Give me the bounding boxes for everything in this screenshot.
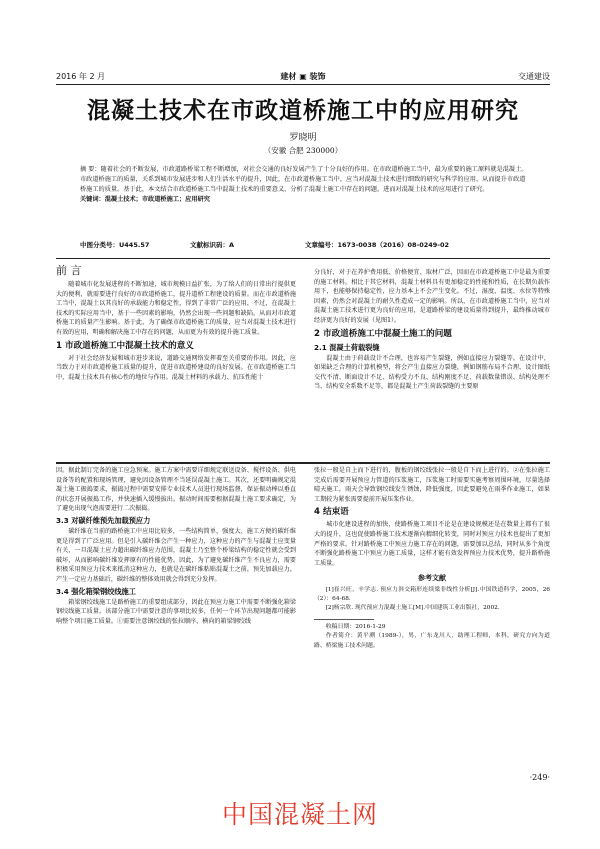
abstract-text: 摘 要：随着社会的不断发展，市政道路桥梁工程不断增加，对社会交通的良好发展产生了十分良好的作用。在市政道桥施工当中，最为重要的施工原料就是混凝土。市政道桥施工的质量，关系到城市发展进步和人们生活水平的提升，因此，在市政道桥施工当中，应当对混凝土技术进行细致的研究与科学的应用，从而提升市政道桥施工的质量。基于此，本文结合市政道桥施工当中混凝土技术的重要意义，分析了混凝土施工中存在的问题，进而对混凝土技术的应用进行了研究。 (80, 166, 528, 193)
section-2-1-paragraph: 混凝土由于荷载设计不合理，也容易产生裂缝，例如直接应力裂缝等。在设计中，如果缺乏合理的计算机模型，将会产生直接应力裂缝，例如钢筋布局不合理、设计图纸交代不清、断面设计不足、结构受力不良、结构刚度不足、荷载数量错误、结构处理不当、结构安全系数不足等，都是混凝土产生荷载裂缝的主要原 (314, 354, 550, 391)
preface-heading: 前 言 (56, 264, 82, 277)
section-2-heading: 2 市政道桥施工中混凝土施工的问题 (314, 328, 452, 339)
reference-1: [1]崔兴旺，辛学志. 预应力斜交箱形连续梁非线性分析[J].中国铁道科学，2005，26（2）：64-68. (314, 586, 550, 602)
footnote-separator (314, 619, 374, 620)
keywords: 关键词：混凝土技术；市政道桥施工；应用研究 (80, 196, 210, 203)
author-affiliation: （安徽 合肥 230000） (263, 146, 343, 155)
header-journal: 建材 ▣ 装饰 (280, 72, 326, 81)
tensioning-paragraph: 张拉一般是自上而下进行的，腹板的钢绞线张拉一般是自下而上进行的。②在张拉施工完成后需要开展预应力管道的压浆施工，压浆施工时需要实施考察周围环境，尽量选择晴天施工，雨天会导致钢绞线发生锈蚀，降低强度，因此要避免在雨季作业施工，如果工期较为紧张需要提前开展压浆作业。 (314, 467, 550, 503)
upper-right-column (314, 268, 550, 392)
section-1-paragraph: 对于社会经济发展和城市进步来说，道路交通网络发挥着至关重要的作用。因此，应当致力于对市政道桥施工质量的提升，促进市政道桥建设的良好发展。在市政道桥施工当中，混凝土技术具有核心性的地位与作用。混凝土材料的承载力、抗压性能十 (56, 354, 296, 381)
running-header (56, 71, 550, 83)
upper-left-column (56, 264, 296, 382)
section-3-4-paragraph: 箱梁钢绞线施工是路桥施工的重要组成部分，因此在预应力施工中需要不断强化箱梁钢绞线施工质量。该部分施工中需要注意的事项比较多，任何一个环节出现问题都可能影响整个项目施工质量。①需要注意钢绞线的张拉顺序，横向的箱梁钢绞线 (56, 598, 296, 625)
references-heading: 参考文献 (418, 574, 446, 583)
meta-rule (56, 258, 550, 259)
article-number: 文章编号：1673-0038（2016）08-0249-02 (305, 241, 450, 249)
lower-left-column (56, 466, 296, 626)
article-author: 罗晓明 (289, 133, 317, 143)
section-1-heading: 1 市政道桥施工中混凝土技术的意义 (56, 340, 194, 351)
lower-right-column (314, 466, 550, 651)
author-bio: 作者简介：黄平溯（1989-），男，广东龙川人，助理工程师，本科，研究方向为道路、桥梁施工技术问题。 (314, 633, 550, 649)
abstract-block (80, 165, 530, 205)
section-3-4-heading: 3.4 强化箱梁钢绞线施工 (56, 586, 136, 596)
page-break-rule (56, 462, 550, 464)
section-4-heading: 4 结束语 (314, 507, 349, 518)
header-date: 2016 年 2 月 (56, 72, 106, 81)
header-rule (56, 84, 550, 85)
section-2-1-heading: 2.1 混凝土荷载裂缝 (314, 342, 380, 352)
clc-number: 中图分类号：U445.57 (80, 241, 150, 249)
page-number: ·249· (529, 773, 550, 782)
section-3-3-paragraph: 碳纤维在当前的路桥施工中应用比较多，一些结构简单、强度大、施工方便的碳纤维更是得到了广泛应用。但是引入碳纤维会产生一种应力，这种应力的产生与混凝土应变量有关，一旦混凝土应力超出碳纤维应力范围，混凝土乃至整个桥梁结构的稳定性就会受到破坏，从而影响碳纤维发挥原有的性能优势。因此，为了避免碳纤维产生不良应力，需要积极采用预应力技术来抵消这种应力，也就是在碳纤维粘贴混凝土之前，预先加载应力，产生一定应力基础后，碳纤维的整体效用就会得到充分发挥。 (56, 527, 296, 583)
received-date: 收稿日期：2016-1-29 (325, 623, 386, 630)
document-code: 文献标识码：A (190, 241, 235, 249)
header-section: 交通建设 (518, 72, 550, 81)
reference-2: [2]杨宗欣. 现代预应力混凝土施工[M].中国建筑工业出版社，2002. (325, 604, 500, 611)
site-watermark: 中国混凝土网 (221, 800, 378, 829)
construction-plan-paragraph: 因。据此制订完备的施工应急预案。施工方案中需要详细规定联送设备、搅拌设备、供电设备等的配置和现场管理，避免因设备管理不当延误混凝土施工。其次，还要明确规定混凝土施工振捣要求，振捣过程中需要安排专业技术人员进行现场监督，保证振动棒以垂直的状态开展振捣工作，并快速插入缓慢拔出。振动时间需要根据混凝土施工要求确定，为了避免出现气泡需要进行二次振捣。 (56, 467, 296, 513)
preface-paragraph: 随着城市化发展进程的不断加速，城市规模日益扩张，为了给人们的日常出行提供更大的便利，就需要进行良好的市政道桥施工，提升道桥工程建设的质量。而在市政道桥施工当中，混凝土以其良好的承载能力和稳定性，得到了非常广泛的应用，不过，在混凝土技术的实际应用当中，基于一些因素的影响，仍然会出现一些问题和缺陷，从而对市政道桥施工的质量产生影响。基于此，为了确保市政道桥施工的质量，应当对混凝土技术进行有效的应用，明确和解决施工中存在的问题，从而更为有效的提升施工质量。 (56, 281, 296, 336)
section-3-3-heading: 3.3 对碳纤维预先加载预应力 (56, 515, 151, 525)
article-title: 混凝土技术在市政道桥施工中的应用研究 (87, 97, 519, 124)
section-1-continued: 分良好，对于在养护费用低、价格便宜、取材广泛，因而在市政道桥施工中是最为重要的施工材料。相比于其它材料，混凝土材料具有更加稳定的性能和性质，在长期负载作用下，也能够保持稳定性，应力基本上不会产生变化。不过，湿度、温度、水位等特殊因素，仍然会对混凝土的耐久性造成一定的影响。所以，在市政道桥施工当中，应当对混凝土施工技术进行更为良好的应用，是道路桥梁的建设质量得到提升，最终推动城市经济更为良好的发展（见图1）。 (314, 269, 550, 324)
conclusion-paragraph: 城市化建设进程的加快，使路桥施工项目不论是在建设规模还是在数量上都有了很大的提升，这也促使路桥施工技术逐渐向精细化转变，同时对预应力技术也提出了更加严格的要求。针对路桥施工中预应力施工存在的问题，需要加以总结，同时从多个角度不断强化路桥施工中预应力施工质量，这样才能有效发挥预应力技术优势，提升路桥施工质量。 (314, 521, 550, 567)
